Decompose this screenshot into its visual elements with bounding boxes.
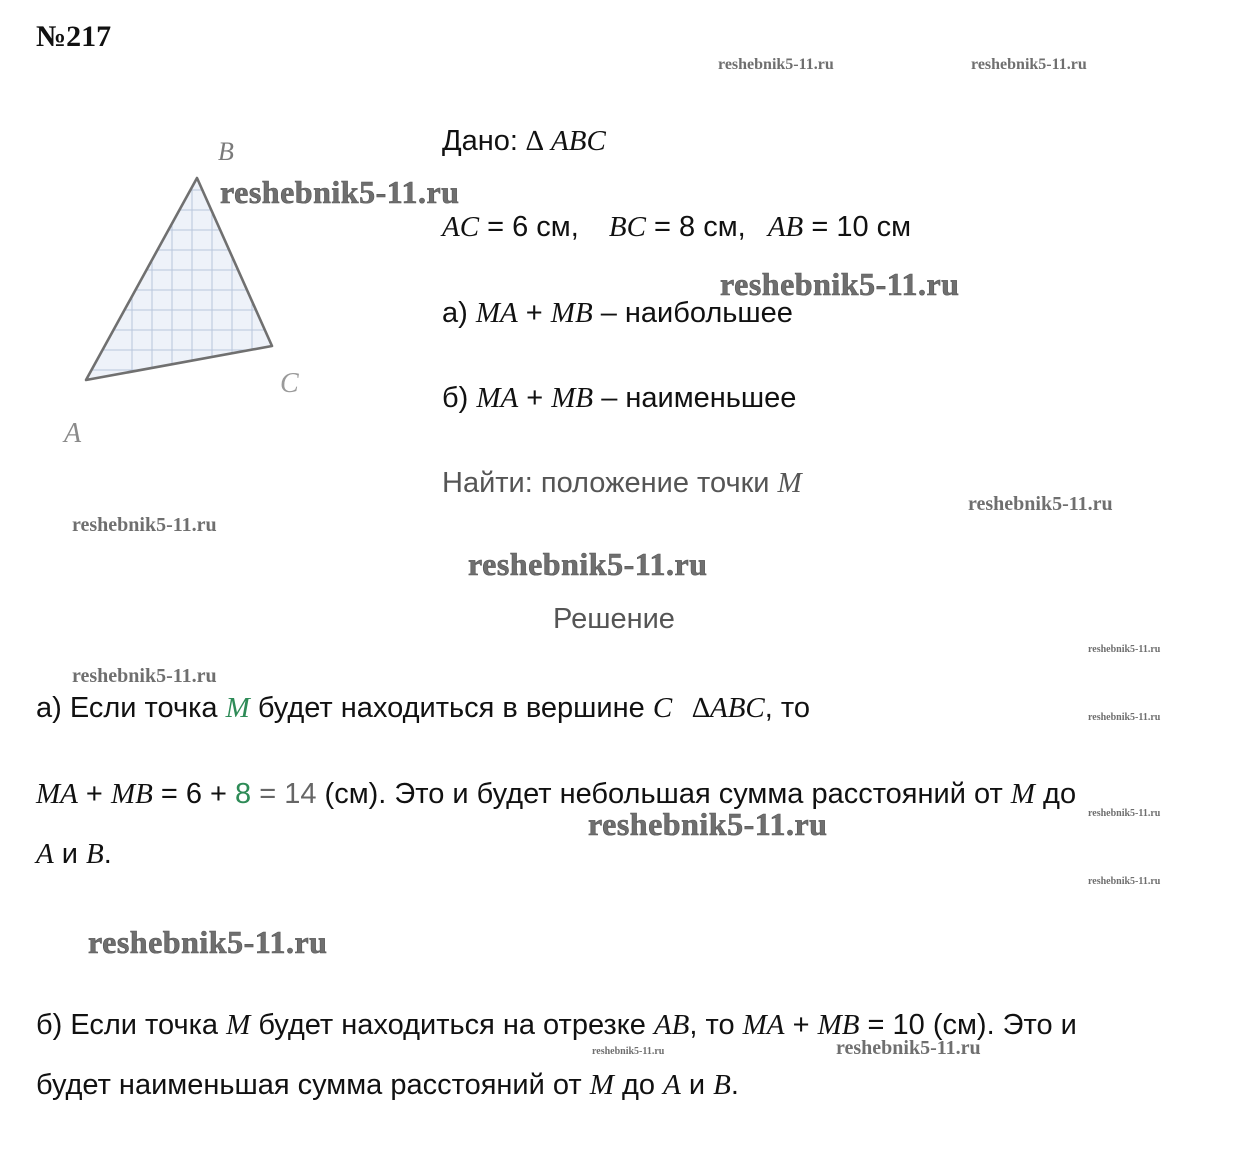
solution-b-line2: будет наименьшая сумма расстояний от M до A и B. <box>36 1069 739 1101</box>
solution-a-line2: MA + MB = 6 + 8 = 14 (см). Это и будет небольшая сумма расстояний от M до <box>36 778 1077 810</box>
solution-b-line1: б) Если точка M будет находиться на отрезке AB, то MA + MB = 10 (см). Это и <box>36 1009 1077 1041</box>
solution-a-line1: а) Если точка M будет находиться в вершине C ∆ABC, то <box>36 692 810 724</box>
given-title: Дано: ∆ ABC <box>442 125 606 157</box>
watermark: reshebnik5-11.ru <box>720 266 960 302</box>
watermark: reshebnik5-11.ru <box>836 1037 981 1059</box>
vertex-label-c: C <box>280 368 299 399</box>
vertex-label-b: B <box>218 137 234 166</box>
watermark: reshebnik5-11.ru <box>88 924 328 960</box>
watermark: reshebnik5-11.ru <box>72 665 217 687</box>
watermark: reshebnik5-11.ru <box>1088 712 1161 723</box>
find-line: Найти: положение точки M <box>442 467 802 499</box>
watermark: reshebnik5-11.ru <box>1088 808 1161 819</box>
given-condition-b: б) MA + MB – наименьшее <box>442 382 797 414</box>
watermark: reshebnik5-11.ru <box>971 56 1087 73</box>
problem-number: №217 <box>36 20 112 53</box>
solution-heading: Решение <box>553 603 675 635</box>
watermark: reshebnik5-11.ru <box>592 1046 665 1057</box>
watermark: reshebnik5-11.ru <box>1088 644 1161 655</box>
watermark: reshebnik5-11.ru <box>718 56 834 73</box>
vertex-label-a: A <box>64 418 82 449</box>
watermark: reshebnik5-11.ru <box>1088 876 1161 887</box>
watermark: reshebnik5-11.ru <box>468 546 708 582</box>
given-condition-a: а) MA + MB – наибольшее <box>442 297 793 329</box>
solution-a-line3: A и B. <box>36 838 112 870</box>
watermark: reshebnik5-11.ru <box>968 493 1113 515</box>
watermark: reshebnik5-11.ru <box>588 806 828 842</box>
given-sides: AC = 6 см, BC = 8 см, AB = 10 см <box>442 211 912 243</box>
watermark: reshebnik5-11.ru <box>72 514 217 536</box>
watermark: reshebnik5-11.ru <box>220 174 460 210</box>
